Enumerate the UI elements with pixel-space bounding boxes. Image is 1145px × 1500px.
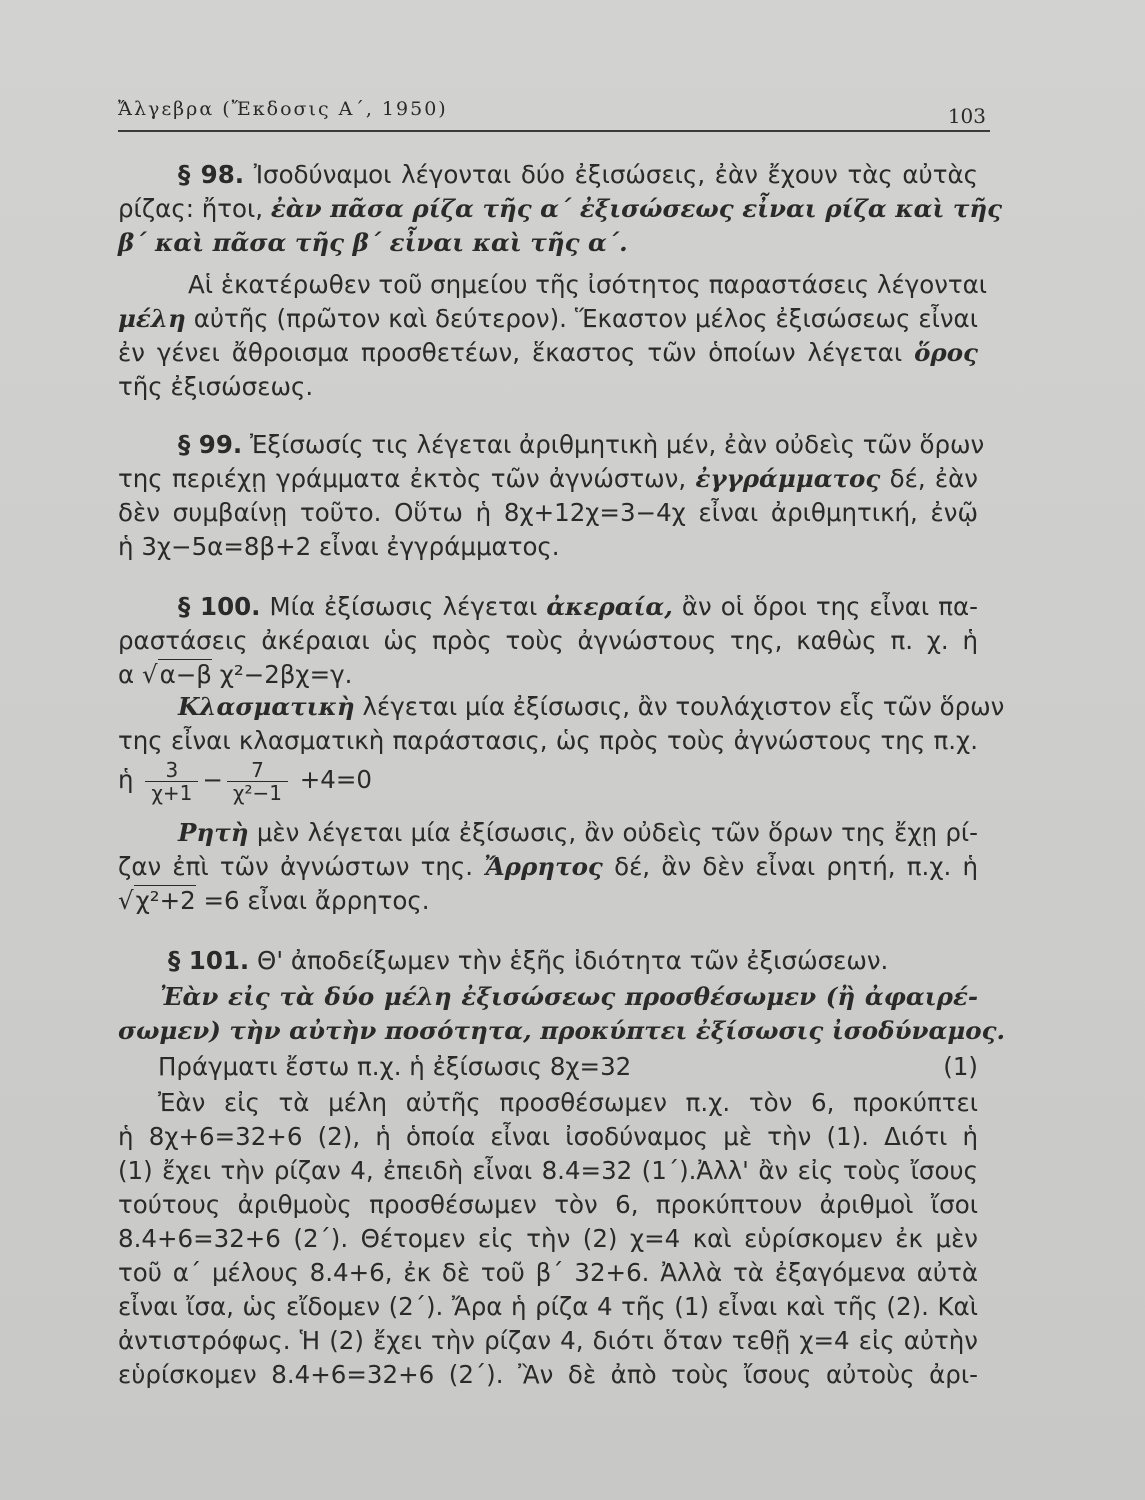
sec101-line-7: (1) ἔχει τὴν ρίζαν 4, ἐπειδὴ εἶναι 8.4=32 (1΄).Ἀλλ' ἂν εἰς τοὺς ἴσους [118, 1156, 978, 1185]
radical-sign: √ [118, 886, 134, 915]
sec100-line-2: ραστάσεις ἀκέραιαι ὡς πρὸς τοὺς ἀγνώστους της, καθὼς π. χ. ἡ [118, 626, 978, 655]
radical-sign: √ [141, 660, 158, 689]
sec101-line-6: ἡ 8χ+6=32+6 (2), ἡ ὁποία εἶναι ἰσοδύναμος μὲ τὴν (1). Διότι ἡ [118, 1122, 978, 1151]
equation-number: (1) [943, 1052, 978, 1081]
sec99-line-2: της περιέχῃ γράμματα ἐκτὸς τῶν ἀγνώστων, ἐγγράμματος δέ, ἐὰν [118, 464, 978, 493]
sec98-line-7: τῆς ἐξισώσεως. [118, 372, 314, 401]
fraction-1: $\frac{3}{\chi+1}$ [145, 759, 198, 804]
sec100-line-9: √χ²+2 =6 εἶναι ἄρρητος. [118, 886, 430, 915]
sec98-line-3: β΄ καὶ πᾶσα τῆς β΄ εἶναι καὶ τῆς α΄. [118, 228, 628, 257]
book-title: Ἄλγεβρα (Ἔκδοσις Α΄, 1950) [118, 98, 448, 120]
sec100-line-8: ζαν ἐπὶ τῶν ἀγνώστων της. Ἄρρητος δέ, ἂν δὲν εἶναι ρητή, π.χ. ἡ [118, 852, 979, 881]
sec101-line-10: τοῦ α΄ μέλους 8.4+6, ἐκ δὲ τοῦ β΄ 32+6. Ἀλλὰ τὰ ἐξαγόμενα αὐτὰ [118, 1258, 978, 1287]
sec100-line-5: της εἶναι κλασματικὴ παράστασις, ὡς πρὸς τοὺς ἀγνώστους της π.χ. [118, 726, 978, 755]
section-number: § 98. [178, 160, 245, 189]
sec100-line-3: α √α−β χ²−2βχ=γ. [118, 660, 353, 689]
page-number: 103 [947, 104, 986, 128]
sec101-line-5: Ἐὰν εἰς τὰ μέλη αὐτῆς προσθέσωμεν π.χ. τὸν 6, προκύπτει [158, 1088, 978, 1117]
sec100-line-7: Ρητὴ μὲν λέγεται μία ἐξίσωσις, ἂν οὐδεὶς τῶν ὅρων της ἔχῃ ρί- [178, 818, 978, 847]
sec101-line-8: τούτους ἀριθμοὺς προσθέσωμεν τὸν 6, προκύπτουν ἀριθμοὶ ἴσοι [118, 1190, 978, 1219]
running-header [118, 96, 990, 132]
sec101-line-11: εἶναι ἴσα, ὡς εἴδομεν (2΄). Ἄρα ἡ ρίζα 4 τῆς (1) εἶναι καὶ τῆς (2). Καὶ [118, 1292, 978, 1321]
section-number: § 100. [178, 592, 261, 621]
section-number: § 101. [168, 946, 250, 975]
sec101-line-1: § 101. Θ' ἀποδείξωμεν τὴν ἑξῆς ἰδιότητα τῶν ἐξισώσεων. [168, 946, 889, 975]
sec98-line-5: μέλη αὐτῆς (πρῶτον καὶ δεύτερον). Ἕκαστον μέλος ἐξισώσεως εἶναι [118, 304, 978, 333]
sec98-line-4: Αἱ ἑκατέρωθεν τοῦ σημείου τῆς ἰσότητος παραστάσεις λέγονται [188, 270, 988, 299]
sec100-line-4: Κλασματικὴ λέγεται μία ἐξίσωσις, ἂν τουλάχιστον εἷς τῶν ὅρων [178, 692, 1005, 721]
sec101-line-4: Πράγματι ἔστω π.χ. ἡ ἐξίσωσις 8χ=32 (1) [158, 1050, 978, 1084]
sec101-line-2: Ἐὰν εἰς τὰ δύο μέλη ἐξισώσεως προσθέσωμεν (ἢ ἀφαιρέ- [160, 982, 978, 1011]
fraction-equation: ἡ $\frac{3}{\chi+1}$ − $\frac{7}{\text{χ²−1}}$ +4=0 [118, 757, 372, 805]
sec98-line-1: § 98. Ἰσοδύναμοι λέγονται δύο ἐξισώσεις, ἐὰν ἔχουν τὰς αὐτὰς [178, 160, 978, 189]
radicand: χ²+2 [135, 886, 196, 915]
sec99-line-1: § 99. Ἐξίσωσίς τις λέγεται ἀριθμητικὴ μέν, ἐὰν οὐδεὶς τῶν ὅρων [178, 430, 985, 459]
section-number: § 99. [178, 430, 243, 459]
sec99-line-4: ἡ 3χ−5α=8β+2 εἶναι ἐγγράμματος. [118, 532, 560, 561]
sec99-line-3: δὲν συμβαίνῃ τοῦτο. Οὕτω ἡ 8χ+12χ=3−4χ εἶναι ἀριθμητική, ἐνῷ [118, 498, 978, 527]
sec100-line-1: § 100. Μία ἐξίσωσις λέγεται ἀκεραία, ἂν οἱ ὅροι της εἶναι πα- [178, 592, 978, 621]
sec101-line-9: 8.4+6=32+6 (2΄). Θέτομεν εἰς τὴν (2) χ=4 καὶ εὑρίσκομεν ἐκ μὲν [118, 1224, 978, 1253]
radicand: α−β [159, 660, 212, 689]
sec101-line-12: ἀντιστρόφως. Ἡ (2) ἔχει τὴν ρίζαν 4, διότι ὅταν τεθῇ χ=4 εἰς αὐτὴν [118, 1326, 978, 1355]
sec101-line-13: εὑρίσκομεν 8.4+6=32+6 (2΄). Ἂν δὲ ἀπὸ τοὺς ἴσους αὐτοὺς ἀρι- [118, 1360, 978, 1389]
sec101-line-3: σωμεν) τὴν αὐτὴν ποσότητα, προκύπτει ἐξίσωσις ἰσοδύναμος. [118, 1016, 1006, 1045]
fraction-2: $\frac{7}{\text{χ²−1}}$ [227, 759, 288, 804]
sec98-line-6: ἐν γένει ἄθροισμα προσθετέων, ἕκαστος τῶν ὁποίων λέγεται ὅρος [118, 338, 978, 367]
sec98-line-2: ρίζας: ἤτοι, ἐὰν πᾶσα ρίζα τῆς α΄ ἐξισώσεως εἶναι ρίζα καὶ τῆς [118, 194, 1003, 223]
